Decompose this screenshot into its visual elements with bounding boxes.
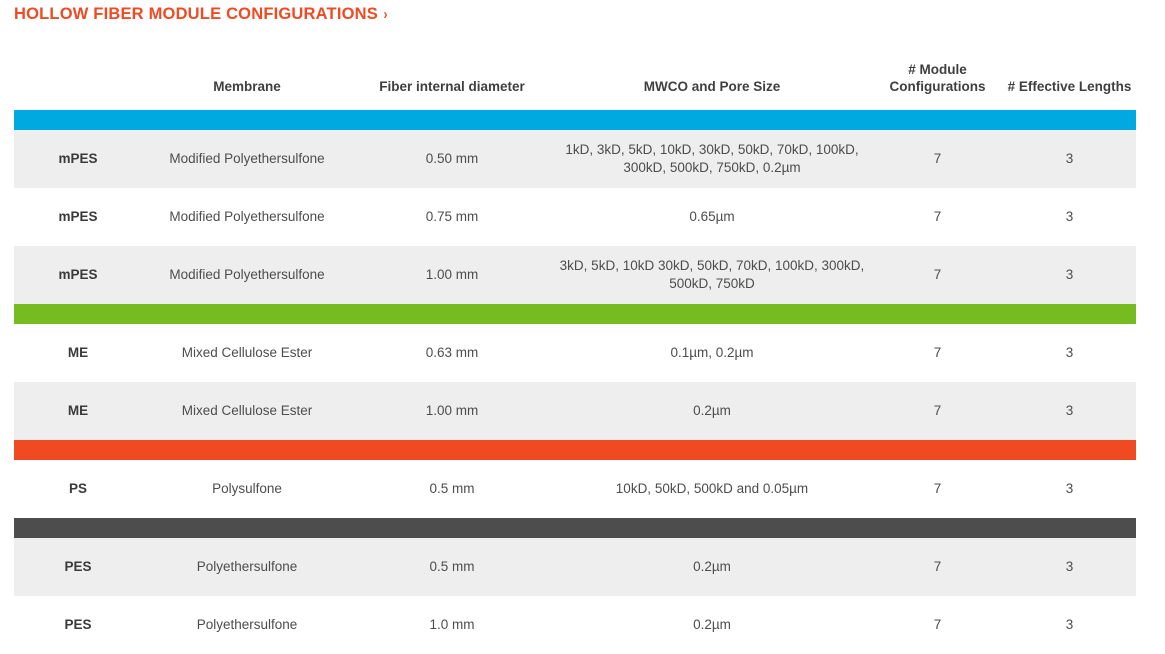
cell-membrane: Polyethersulfone [142,596,352,654]
cell-lengths: 3 [1003,130,1136,188]
cell-abbr: mPES [14,188,142,246]
cell-configs: 7 [872,538,1003,596]
cell-abbr: PS [14,460,142,518]
cell-abbr: mPES [14,130,142,188]
table-body [14,110,1136,654]
cell-membrane: Modified Polyethersulfone [142,246,352,304]
cell-membrane: Polyethersulfone [142,538,352,596]
band-orange [14,440,1136,460]
cell-configs: 7 [872,382,1003,440]
cell-configs: 7 [872,596,1003,654]
cell-lengths: 3 [1003,188,1136,246]
column-header-module-configurations: # Module Configurations [889,62,986,94]
cell-lengths: 3 [1003,460,1136,518]
band-green [14,304,1136,324]
band-dark [14,518,1136,538]
cell-configs: 7 [872,188,1003,246]
table-row [14,460,1136,518]
cell-configs: 7 [872,130,1003,188]
cell-membrane: Modified Polyethersulfone [142,188,352,246]
table-row [14,324,1136,382]
table-header-row [14,62,1136,110]
table-row [14,188,1136,246]
cell-mwco: 10kD, 50kD, 500kD and 0.05µm [552,460,872,518]
cell-diameter: 0.63 mm [352,324,552,382]
cell-lengths: 3 [1003,538,1136,596]
cell-lengths: 3 [1003,246,1136,304]
cell-diameter: 0.5 mm [352,538,552,596]
cell-abbr: PES [14,538,142,596]
cell-diameter: 1.00 mm [352,382,552,440]
cell-abbr: PES [14,596,142,654]
cell-abbr: ME [14,382,142,440]
table-row [14,596,1136,654]
band-blue-fill [14,110,1136,130]
cell-lengths: 3 [1003,324,1136,382]
cell-mwco: 0.1µm, 0.2µm [552,324,872,382]
cell-configs: 7 [872,246,1003,304]
column-header-membrane: Membrane [213,78,281,94]
cell-mwco: 0.65µm [552,188,872,246]
column-header-mwco-and-pore-size: MWCO and Pore Size [643,78,781,94]
cell-abbr: mPES [14,246,142,304]
cell-membrane: Modified Polyethersulfone [142,130,352,188]
column-header-effective-lengths: # Effective Lengths [1007,78,1132,94]
cell-abbr: ME [14,324,142,382]
hollow-fiber-module-configurations-table [14,62,1136,654]
cell-diameter: 0.50 mm [352,130,552,188]
band-orange-fill [14,440,1136,460]
cell-lengths: 3 [1003,596,1136,654]
cell-diameter: 1.0 mm [352,596,552,654]
column-header-abbr [14,62,142,110]
column-header-fiber-internal-diameter: Fiber internal diameter [379,78,525,94]
cell-mwco: 0.2µm [552,538,872,596]
cell-configs: 7 [872,460,1003,518]
table-header [14,62,1136,110]
cell-membrane: Mixed Cellulose Ester [142,382,352,440]
cell-diameter: 0.5 mm [352,460,552,518]
cell-diameter: 0.75 mm [352,188,552,246]
cell-mwco: 0.2µm [552,382,872,440]
cell-mwco: 1kD, 3kD, 5kD, 10kD, 30kD, 50kD, 70kD, 100kD, 300kD, 500kD, 750kD, 0.2µm [552,130,872,188]
cell-diameter: 1.00 mm [352,246,552,304]
page-title-text: HOLLOW FIBER MODULE CONFIGURATIONS [14,5,378,23]
cell-mwco: 0.2µm [552,596,872,654]
cell-membrane: Polysulfone [142,460,352,518]
band-blue [14,110,1136,130]
table-row [14,538,1136,596]
cell-mwco: 3kD, 5kD, 10kD 30kD, 50kD, 70kD, 100kD, 300kD, 500kD, 750kD [552,246,872,304]
band-dark-fill [14,518,1136,538]
table-row [14,246,1136,304]
table-row [14,382,1136,440]
table-row [14,130,1136,188]
cell-configs: 7 [872,324,1003,382]
cell-membrane: Mixed Cellulose Ester [142,324,352,382]
band-green-fill [14,304,1136,324]
chevron-right-icon: › [383,6,388,23]
cell-lengths: 3 [1003,382,1136,440]
page-title[interactable] [14,5,388,24]
